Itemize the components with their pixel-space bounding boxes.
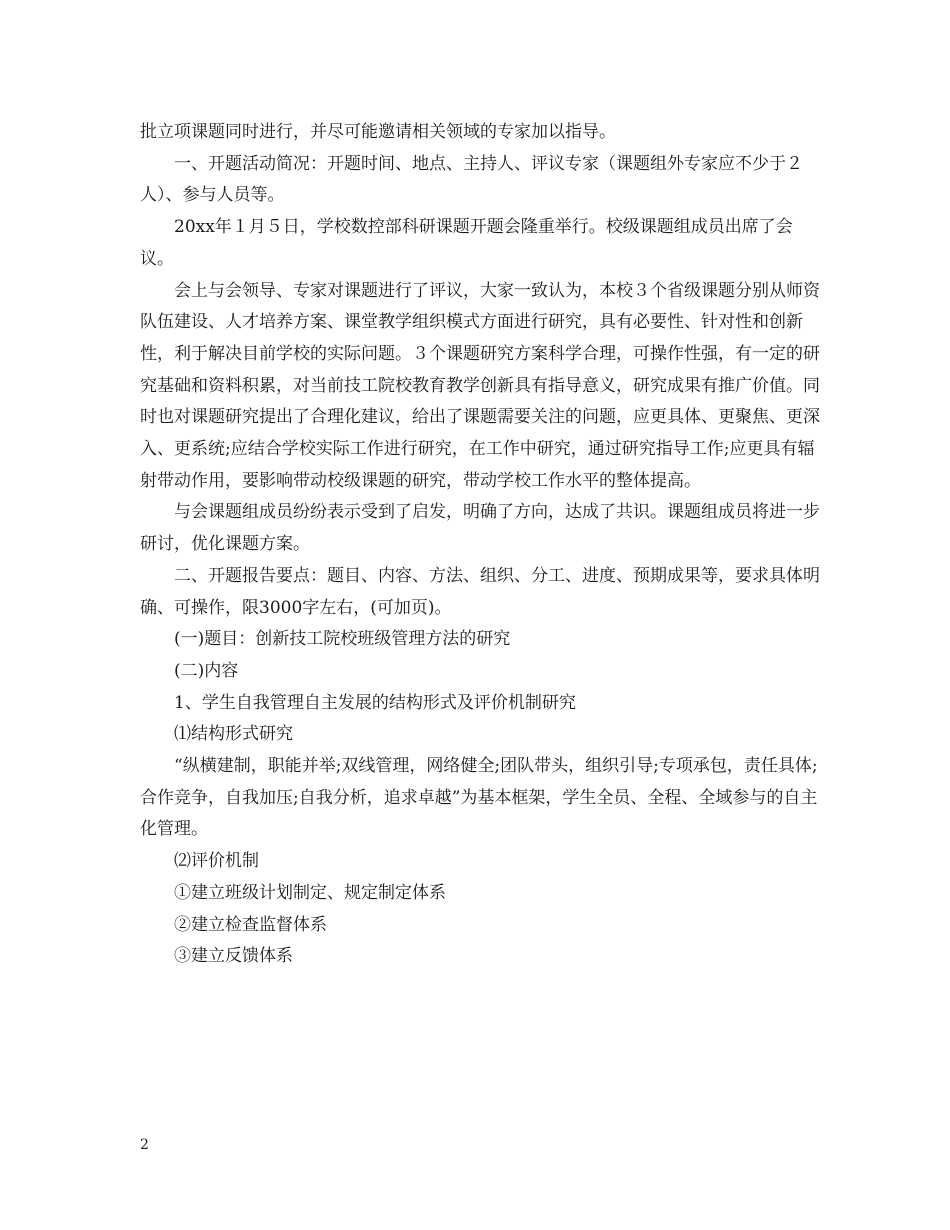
paragraph: 20xx年１月５日，学校数控部科研课题开题会隆重举行。校级课题组成员出席了会议。: [140, 217, 793, 269]
paragraph: ②建立检查监督体系: [174, 914, 327, 935]
paragraph: ⑵评价机制: [174, 851, 259, 872]
paragraph: 与会课题组成员纷纷表示受到了启发，明确了方向，达成了共识。课题组成员将进一步研讨，优化课题方案。: [140, 502, 820, 555]
paragraph: ①建立班级计划制定、规定制定体系: [174, 882, 446, 903]
paragraph: (一)题目：创新技工院校班级管理方法的研究: [174, 629, 511, 650]
paragraph: 1、学生自我管理自主发展的结构形式及评价机制研究: [174, 692, 576, 713]
paragraph: 二、开题报告要点：题目、内容、方法、组织、分工、进度、预期成果等，要求具体明确、可操作，限3000字左右，(可加页)。: [140, 565, 820, 618]
paragraph: 会上与会领导、专家对课题进行了评议，大家一致认为，本校３个省级课题分别从师资队伍建设、人才培养方案、课堂教学组织模式方面进行研究，具有必要性、针对性和创新性，利于解决目前学校的实际问题。３个课题研究方案科学合理，可操作性强，有一定的研究基础和资料积累，对当前技工院校教育教学创新具有指导意义，研究成果有推广价值。同时也对课题研究提出了合理化建议，给出了课题需要关注的问题，应更具体、更聚焦、更深入、更系统;应结合学校实际工作进行研究，在工作中研究，通过研究指导工作;应更具有辐射带动作用，要影响带动校级课题的研究，带动学校工作水平的整体提高。: [140, 280, 820, 491]
paragraph: ⑴结构形式研究: [174, 724, 293, 745]
paragraph: “纵横建制，职能并举;双线管理，网络健全;团队带头，组织引导;专项承包，责任具体;合作竞争，自我加压;自我分析，追求卓越”为基本框架，学生全员、全程、全域参与的自主化管理。: [140, 756, 818, 840]
paragraph: (二)内容: [174, 660, 239, 681]
paragraph: ③建立反馈体系: [174, 946, 293, 967]
page-number: 2: [140, 1137, 149, 1153]
document-body: [140, 117, 826, 973]
paragraph: 批立项课题同时进行，并尽可能邀请相关领域的专家加以指导。: [140, 122, 616, 142]
paragraph: 一、开题活动简况：开题时间、地点、主持人、评议专家（课题组外专家应不少于２人）、参与人员等。: [140, 153, 803, 206]
